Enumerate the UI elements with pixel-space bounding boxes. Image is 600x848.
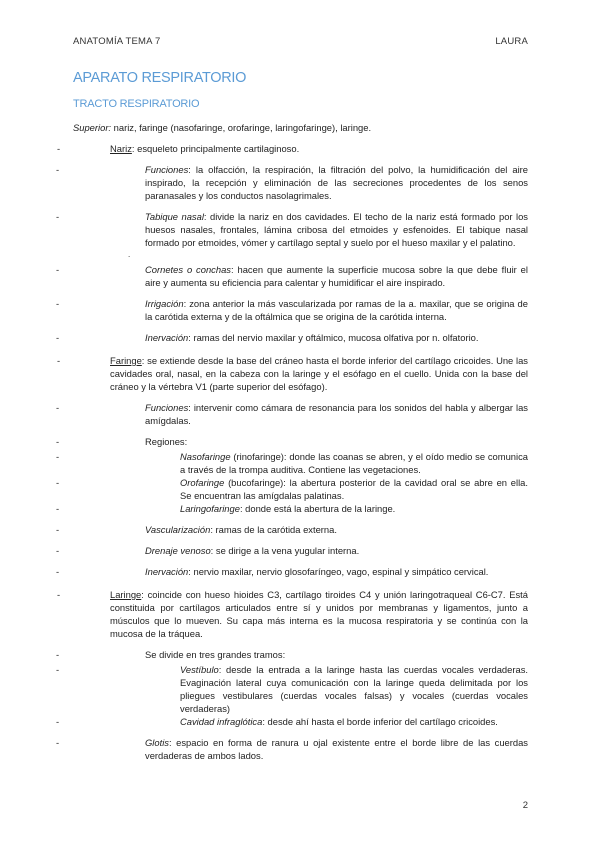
nariz-item: [57, 142, 528, 155]
item-label: Inervación: [145, 332, 189, 343]
item-text: : desde la entrada a la laringe hasta las cuerdas vocales verdaderas. Evaginación lateral cuya comunicación con la laringe queda delimitada por los pliegues vestibulares (cuerdas vocales falsas) y vocales (cuerdas vocales verdaderas): [180, 664, 528, 714]
faringe-drenaje: [56, 544, 528, 557]
faringe-inervacion: [56, 565, 528, 578]
page-title: APARATO RESPIRATORIO: [73, 70, 247, 86]
item-label: Laringofaringe: [180, 503, 240, 514]
laringe-item: [57, 588, 528, 640]
nariz-text: : esqueleto principalmente cartilaginoso.: [131, 143, 300, 154]
item-label: Nasofaringe: [180, 451, 231, 462]
dash-bullet: -: [56, 524, 60, 535]
item-label: Vestíbulo: [180, 664, 219, 675]
regiones-label: Regiones:: [145, 436, 188, 447]
item-label: Cavidad infraglótica: [180, 716, 263, 727]
nariz-tabique: [56, 210, 528, 249]
stray-dot: .: [128, 250, 131, 259]
tramo-vestibulo: [56, 663, 528, 715]
laringe-tramos: [56, 648, 528, 661]
page-number: 2: [522, 800, 528, 811]
item-text: : divide la nariz en dos cavidades. El techo de la nariz está formado por los huesos nasales, frontales, lámina cribosa del etmoides y esfenoides. El tabique nasal formado por etmoides, vómer y cartílago septal y suelo por el hueso maxilar y el palatino.: [145, 211, 528, 248]
nariz-label: Nariz: [110, 143, 132, 154]
faringe-label: Faringe: [110, 355, 142, 366]
dash-bullet: -: [56, 664, 60, 675]
dash-bullet: -: [56, 436, 60, 447]
item-text: : la olfacción, la respiración, la filtración del polvo, la humidificación del aire inspirado, la recepción y eliminación de las secreciones procedentes de los senos paranasales y los conductos nasolagrimales.: [145, 164, 528, 201]
header-left: ANATOMÍA TEMA 7: [73, 36, 161, 47]
item-label: Inervación: [145, 566, 189, 577]
item-text: : hacen que aumente la superficie mucosa sobre la que debe fluir el aire y aumenta su eficiencia para calentar y humidificar el aire inspirado.: [145, 264, 528, 288]
region-nasofaringe: [56, 450, 528, 476]
item-text: : zona anterior la más vascularizada por ramas de la a. maxilar, que se origina de la carótida externa y de la oftálmica que se origina de la carótida interna.: [145, 298, 528, 322]
dash-bullet: -: [56, 566, 60, 577]
superior-text: nariz, faringe (nasofaringe, orofaringe, laringofaringe), laringe.: [111, 122, 372, 133]
item-label: Funciones: [145, 402, 189, 413]
item-label: Drenaje venoso: [145, 545, 211, 556]
dash-bullet: -: [56, 264, 60, 275]
dash-bullet: -: [56, 402, 60, 413]
item-text: (bucofaringe): la abertura posterior de la cavidad oral se abre en ella. Se encuentran las amígdalas palatinas.: [180, 477, 528, 501]
item-label: Funciones: [145, 164, 189, 175]
item-text: : desde ahí hasta el borde inferior del cartílago cricoides.: [262, 716, 498, 727]
dash-bullet: -: [56, 477, 60, 488]
region-orofaringe: [56, 476, 528, 502]
dash-bullet: -: [57, 355, 61, 366]
nariz-inervacion: [56, 331, 528, 344]
item-label: Orofaringe: [180, 477, 225, 488]
nariz-funciones: [56, 163, 528, 202]
item-text: : se dirige a la vena yugular interna.: [210, 545, 360, 556]
faringe-regiones: [56, 435, 528, 448]
item-text: : ramas del nervio maxilar y oftálmico, mucosa olfativa por n. olfatorio.: [188, 332, 479, 343]
dash-bullet: -: [56, 545, 60, 556]
item-label: Cornetes o conchas: [145, 264, 231, 275]
laringe-label: Laringe: [110, 589, 142, 600]
item-label: Irrigación: [145, 298, 184, 309]
faringe-item: [57, 354, 528, 393]
item-text: : nervio maxilar, nervio glosofaríngeo, vago, espinal y simpático cervical.: [188, 566, 489, 577]
tramos-label: Se divide en tres grandes tramos:: [145, 649, 286, 660]
dash-bullet: -: [56, 211, 60, 222]
dash-bullet: -: [56, 503, 60, 514]
dash-bullet: -: [56, 451, 60, 462]
dash-bullet: -: [56, 716, 60, 727]
faringe-funciones: [56, 401, 528, 427]
dash-bullet: -: [56, 298, 60, 309]
item-label: Tabique nasal: [145, 211, 204, 222]
item-label: Glotis: [145, 737, 169, 748]
section-subtitle: TRACTO RESPIRATORIO: [73, 98, 200, 110]
item-text: : espacio en forma de ranura u ojal existente entre el borde libre de las cuerdas verdaderas de ambos lados.: [145, 737, 528, 761]
item-text: (rinofaringe): donde las coanas se abren, y el oído medio se comunica a través de la trompa auditiva. Contiene las vegetaciones.: [180, 451, 528, 475]
region-laringofaringe: [56, 502, 528, 515]
document-body: [56, 121, 528, 762]
header-right: LAURA: [495, 36, 528, 47]
item-text: : donde está la abertura de la laringe.: [239, 503, 396, 514]
nariz-irrigacion: [56, 297, 528, 323]
faringe-text: : se extiende desde la base del cráneo hasta el borde inferior del cartílago cricoides. Une las cavidades oral, nasal, en la cabeza con la laringe y el esófago en el cuello. Unida con la base del cráneo y la vértebra V1 (parte superior del esófago).: [110, 355, 528, 392]
faringe-vascularizacion: [56, 523, 528, 536]
laringe-text: : coincide con hueso hioides C3, cartílago tiroides C4 y unión laringotraqueal C6-C7. Está constituida por cartílagos articulados entre sí y unidos por membranas y ligamentos, junto a músculos que lo mueven. Su capa más interna es la mucosa respiratoria y se continúa con la mucosa de la tráquea.: [110, 589, 528, 639]
superior-paragraph: [73, 121, 528, 134]
tramo-infraglotica: [56, 715, 528, 728]
dash-bullet: -: [56, 164, 60, 175]
item-text: : ramas de la carótida externa.: [210, 524, 337, 535]
laringe-glotis: [56, 736, 528, 762]
dash-bullet: -: [57, 143, 61, 154]
item-text: : intervenir como cámara de resonancia para los sonidos del habla y albergar las amígdalas.: [145, 402, 528, 426]
superior-label: Superior:: [73, 122, 112, 133]
dash-bullet: -: [56, 332, 60, 343]
dash-bullet: -: [57, 589, 61, 600]
item-label: Vascularización: [145, 524, 211, 535]
dash-bullet: -: [56, 737, 60, 748]
dash-bullet: -: [56, 649, 60, 660]
nariz-cornetes: [56, 263, 528, 289]
